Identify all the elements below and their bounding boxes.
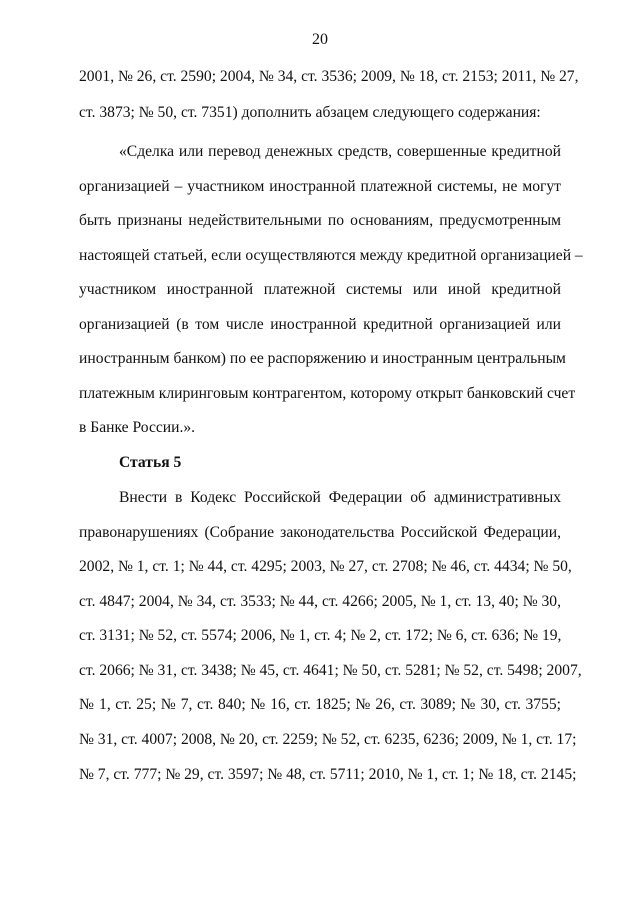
paragraph-1-line: ст. 3873; № 50, ст. 7351) дополнить абзацем следующего содержания: [79, 104, 541, 121]
page-number: 20 [312, 31, 328, 48]
paragraph-3-line: № 31, ст. 4007; 2008, № 20, ст. 2259; № 52, ст. 6235, 6236; 2009, № 1, ст. 17; [79, 731, 577, 748]
paragraph-2-line: организацией – участником иностранной платежной системы, не могут [79, 178, 561, 195]
paragraph-2-line: быть признаны недействительными по основаниям, предусмотренным [79, 212, 561, 229]
paragraph-1-line: 2001, № 26, ст. 2590; 2004, № 34, ст. 3536; 2009, № 18, ст. 2153; 2011, № 27, [79, 68, 579, 85]
paragraph-3-line: ст. 2066; № 31, ст. 3438; № 45, ст. 4641; № 50, ст. 5281; № 52, ст. 5498; 2007, [79, 662, 582, 679]
article-heading: Статья 5 [119, 454, 182, 471]
paragraph-3-line: правонарушениях (Собрание законодательства Российской Федерации, [79, 524, 561, 541]
paragraph-3-line: 2002, № 1, ст. 1; № 44, ст. 4295; 2003, № 27, ст. 2708; № 46, ст. 4434; № 50, [79, 558, 572, 575]
paragraph-2-line: в Банке России.». [79, 419, 196, 436]
paragraph-3-line: № 7, ст. 777; № 29, ст. 3597; № 48, ст. 5711; 2010, № 1, ст. 1; № 18, ст. 2145; [79, 766, 577, 783]
paragraph-2-line: организацией (в том числе иностранной кредитной организацией или [79, 316, 561, 333]
paragraph-2-line: иностранным банком) по ее распоряжению и иностранным центральным [79, 350, 566, 367]
paragraph-2-line: платежным клиринговым контрагентом, которому открыт банковский счет [79, 385, 576, 402]
paragraph-3-line: № 1, ст. 25; № 7, ст. 840; № 16, ст. 1825; № 26, ст. 3089; № 30, ст. 3755; [79, 696, 561, 713]
paragraph-2-line: настоящей статьей, если осуществляются между кредитной организацией – [79, 247, 583, 264]
paragraph-3-line: Внести в Кодекс Российской Федерации об административных [119, 489, 561, 506]
paragraph-3-line: ст. 4847; 2004, № 34, ст. 3533; № 44, ст. 4266; 2005, № 1, ст. 13, 40; № 30, [79, 593, 561, 610]
paragraph-2-line: участником иностранной платежной системы или иной кредитной [79, 281, 561, 298]
paragraph-2-line: «Сделка или перевод денежных средств, совершенные кредитной [119, 143, 561, 160]
paragraph-3-line: ст. 3131; № 52, ст. 5574; 2006, № 1, ст. 4; № 2, ст. 172; № 6, ст. 636; № 19, [79, 627, 562, 644]
